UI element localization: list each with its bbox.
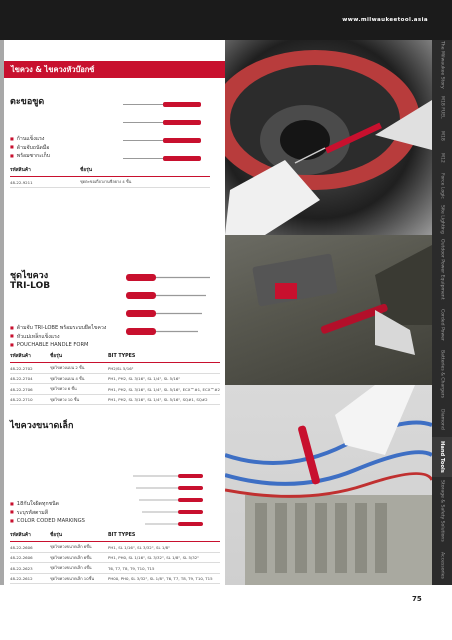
tab-batteries-chargers[interactable] <box>432 347 452 402</box>
website-url[interactable]: www.milwaukeetool.asia <box>342 17 428 23</box>
section-heading-tri-lob <box>10 272 50 292</box>
tab-label: M18 <box>439 131 445 141</box>
table-header-row <box>10 351 220 363</box>
tab-label: Hand Tools <box>439 441 445 473</box>
tab-storage-safety[interactable] <box>432 477 452 545</box>
cell-model: ชุดไขควงแบน 4 ชิ้น <box>50 373 108 384</box>
cell-sku: 48-22-2606 <box>10 552 50 563</box>
col-header: BIT TYPES <box>108 530 220 542</box>
spec-table-precision <box>10 530 220 584</box>
left-edge-strip <box>0 40 4 585</box>
tab-diamond[interactable] <box>432 402 452 437</box>
tab-m18[interactable] <box>432 125 452 147</box>
cell-sku: 48-22-9211 <box>10 177 80 188</box>
col-header: รหัสสินค้า <box>10 351 50 363</box>
heading-line: ชุดไขควง <box>10 271 49 281</box>
feature-item: ■ ด้ามจับถนัดมือ <box>10 144 50 153</box>
tab-label: Storage & Safety Solutions <box>439 480 445 542</box>
tab-corded-power[interactable] <box>432 302 452 347</box>
chapter-tabs <box>432 40 452 585</box>
section-heading-hook-pick <box>10 98 44 108</box>
tri-lobe-screwdriver-set-image <box>118 268 218 343</box>
cell-bit-types: PH1, SL 1/16", SL 3/32", SL 1/8" <box>108 542 220 553</box>
heading-line: ไขควงขนาดเล็ก <box>10 421 74 431</box>
tab-label: Accessories <box>439 551 445 579</box>
photo-precision-screwdriver-in-use <box>225 385 432 585</box>
feature-item: ■ COLOR CODED MARKINGS <box>10 517 85 526</box>
photo-hook-pick-in-use <box>225 40 432 235</box>
cell-bit-types: PH2/SL 5/16" <box>108 363 220 374</box>
table-header-row <box>10 530 220 542</box>
tab-label: M12 <box>439 153 445 163</box>
cell-model: ชุดไขควงขนาดเล็ก 6ชิ้น <box>50 552 108 563</box>
feature-item: ■ ระบุรหัสตามสี <box>10 509 85 518</box>
feature-item: ■ พร้อมซากะเก็บ <box>10 152 50 161</box>
cell-model: ชุดไขควงขนาดเล็ก 6ชิ้น <box>50 542 108 553</box>
tab-label: Site Lighting <box>439 205 445 234</box>
table-row <box>10 373 220 384</box>
cell-sku: 48-22-2704 <box>10 373 50 384</box>
tab-m18-fuel[interactable] <box>432 90 452 125</box>
table-row <box>10 573 220 584</box>
tab-outdoor-power-equipment[interactable] <box>432 237 452 302</box>
tab-label: Corded Power <box>439 308 445 341</box>
bottom-margin <box>0 585 452 640</box>
cell-bit-types: PH1, PH2, SL 3/16", SL 1/4", SL 5/16", ECX™#1, ECX™#2 <box>108 384 220 395</box>
table-row <box>10 177 210 188</box>
cell-bit-types: T6, T7, T8, T9, T10, T15 <box>108 563 220 574</box>
cell-sku: 48-22-2710 <box>10 394 50 405</box>
tab-force-logic[interactable] <box>432 169 452 202</box>
cell-sku: 48-22-2706 <box>10 384 50 395</box>
section-title-bar <box>4 61 225 78</box>
col-header: ชื่อรุ่น <box>50 530 108 542</box>
cell-model: ชุดไขควง 6 ชิ้น <box>50 384 108 395</box>
cell-sku: 48-22-2612 <box>10 573 50 584</box>
tab-label: Batteries & Chargers <box>439 350 445 399</box>
feature-item: ■ 18กันใจผิดทุกชนิด <box>10 500 85 509</box>
section-title: ไขควง & ไขควงหัวบ๊อกซ์ <box>11 65 95 74</box>
tab-label: Force Logic <box>439 172 445 199</box>
cell-bit-types: PH1, PH2, SL 3/16", SL 1/4", SL 5/16" <box>108 373 220 384</box>
feature-item: ■ ก้านแข็งแรง <box>10 135 50 144</box>
hook-pick-tools <box>123 102 201 161</box>
cell-sku: 48-22-2702 <box>10 363 50 374</box>
cell-sku: 48-22-2606 <box>10 542 50 553</box>
cell-model: ชุดตะขอเกี่ยวงานซีลยาง 4 ชิ้น <box>80 177 210 188</box>
cell-model: ชุดไขควง 10 ชิ้น <box>50 394 108 405</box>
col-header: รหัสสินค้า <box>10 530 50 542</box>
cell-sku: 48-22-2623 <box>10 563 50 574</box>
feature-list-precision <box>10 500 85 526</box>
tab-label: The Milwaukee Story <box>439 41 445 89</box>
table-row <box>10 384 220 395</box>
feature-list-hook-pick <box>10 135 50 161</box>
tab-label: Diamond <box>439 409 445 430</box>
tab-milwaukee-story[interactable] <box>432 40 452 90</box>
col-header: ชื่อรุ่น <box>80 165 210 177</box>
feature-item: ■ POUCHABLE HANDLE FORM <box>10 341 106 350</box>
tri-lobe-tools <box>126 274 210 335</box>
tab-accessories[interactable] <box>432 545 452 585</box>
table-row <box>10 563 220 574</box>
table-row <box>10 394 220 405</box>
section-heading-precision <box>10 422 73 432</box>
feature-list-tri-lob <box>10 324 106 350</box>
heading-line: ตะขอขูด <box>10 97 45 107</box>
cell-model: ชุดไขควงขนาดเล็ก 10ชิ้น <box>50 573 108 584</box>
tab-m12[interactable] <box>432 147 452 169</box>
photo-hook-pick-scene <box>225 40 432 235</box>
col-header: รหัสสินค้า <box>10 165 80 177</box>
tab-site-lighting[interactable] <box>432 202 452 237</box>
precision-screwdriver-set-image <box>118 470 218 530</box>
tab-hand-tools[interactable] <box>432 437 452 477</box>
heading-line: TRI-LOB <box>10 280 51 291</box>
tab-label: M18 FUEL <box>439 96 445 119</box>
spec-table-tri-lob <box>10 351 220 405</box>
photo-tri-lobe-screwdriver-in-use <box>225 235 432 385</box>
table-row <box>10 552 220 563</box>
cell-bit-types: PH00, PH0, SL 3/32", SL 1/8", T6, T7, T8, T9, T10, T15 <box>108 573 220 584</box>
table-row <box>10 542 220 553</box>
table-header-row <box>10 165 210 177</box>
feature-item: ■ ด้ามจับ TRI-LOBE พร้อมระบบยึดไขควง <box>10 324 106 333</box>
feature-item: ■ หัวแม่เหล็กแข็งแรง <box>10 333 106 342</box>
top-header-band <box>0 0 452 40</box>
photo-tri-lobe-scene <box>225 235 432 385</box>
tab-label: Outdoor Power Equipment <box>439 239 445 300</box>
cell-bit-types: PH1, PH2, SL 3/16", SL 1/4", SL 5/16", SQ#1, SQ#2 <box>108 394 220 405</box>
cell-model: ชุดไขควงแบน 2 ชิ้น <box>50 363 108 374</box>
table-row <box>10 363 220 374</box>
cell-model: ชุดไขควงขนาดเล็ก 4ชิ้น <box>50 563 108 574</box>
col-header: ชื่อรุ่น <box>50 351 108 363</box>
precision-tools <box>133 474 203 526</box>
page-number: 75 <box>412 595 422 603</box>
hook-pick-set-image <box>118 98 218 173</box>
spec-table-hook-pick <box>10 165 210 188</box>
cell-bit-types: PH1, PH0, SL 1/16", SL 3/32", SL 1/8", SL 5/32" <box>108 552 220 563</box>
photo-precision-scene <box>225 385 432 585</box>
col-header: BIT TYPES <box>108 351 220 363</box>
